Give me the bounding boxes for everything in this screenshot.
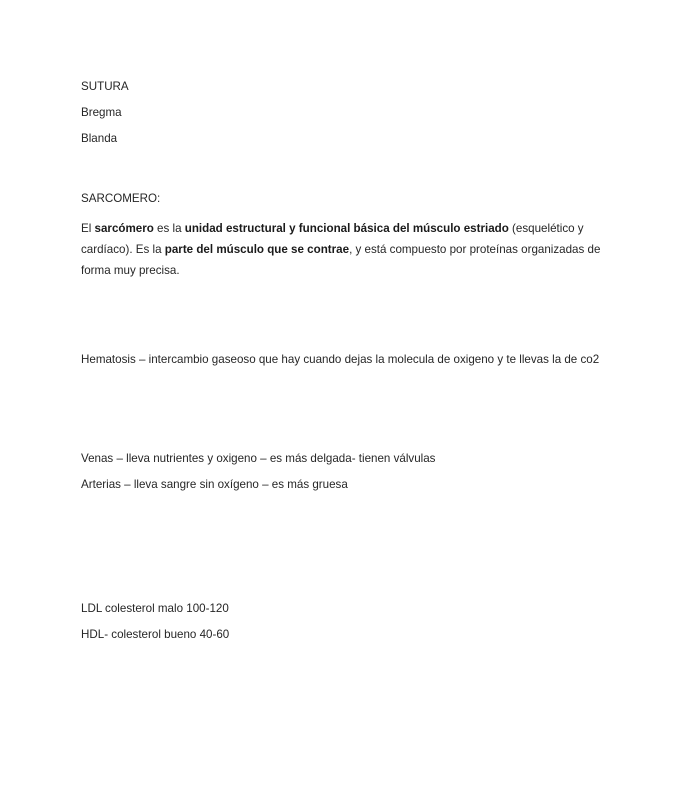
sarcomero-section xyxy=(81,192,627,281)
sutura-item-bregma: Bregma xyxy=(81,106,122,119)
vasos-section xyxy=(81,452,627,492)
vasos-arterias-line: Arterias – lleva sangre sin oxígeno – es más gruesa xyxy=(81,478,348,491)
sarcomero-paragraph xyxy=(81,218,621,281)
sarcomero-run-6-bold: parte del músculo que se contrae xyxy=(164,243,350,256)
colesterol-ldl-line: LDL colesterol malo 100-120 xyxy=(81,602,229,615)
sarcomero-run-5: (esquelético y cardíaco). Es la xyxy=(81,222,584,256)
spacer-vasos-colesterol xyxy=(81,492,627,602)
hematosis-line: Hematosis – intercambio gaseoso que hay cuando dejas la molecula de oxigeno y te llevas la de co2 xyxy=(81,353,600,366)
spacer-sarcomero-heading-paragraph xyxy=(81,206,627,218)
sarcomero-run-4-bold: unidad estructural y funcional básica del músculo estriado xyxy=(184,222,509,235)
sutura-item-blanda: Blanda xyxy=(81,132,118,145)
vasos-venas-line: Venas – lleva nutrientes y oxigeno – es más delgada- tienen válvulas xyxy=(81,452,436,465)
colesterol-section xyxy=(81,602,627,642)
colesterol-hdl-line: HDL- colesterol bueno 40-60 xyxy=(81,628,230,641)
document-body xyxy=(81,80,627,642)
sutura-heading: SUTURA xyxy=(81,80,129,93)
spacer-sarcomero-hematosis xyxy=(81,281,627,353)
sarcomero-run-3: es la xyxy=(153,222,185,235)
sarcomero-run-2-bold: sarcómero xyxy=(94,222,154,235)
sarcomero-run-7: , y está compuesto por proteínas organizadas de forma muy precisa. xyxy=(81,243,601,277)
hematosis-section xyxy=(81,353,627,367)
sutura-section xyxy=(81,80,627,146)
sarcomero-heading: SARCOMERO: xyxy=(81,192,161,205)
spacer-hematosis-vasos xyxy=(81,367,627,452)
spacer-sutura-sarcomero xyxy=(81,146,627,192)
sarcomero-run-1: El xyxy=(81,222,95,235)
